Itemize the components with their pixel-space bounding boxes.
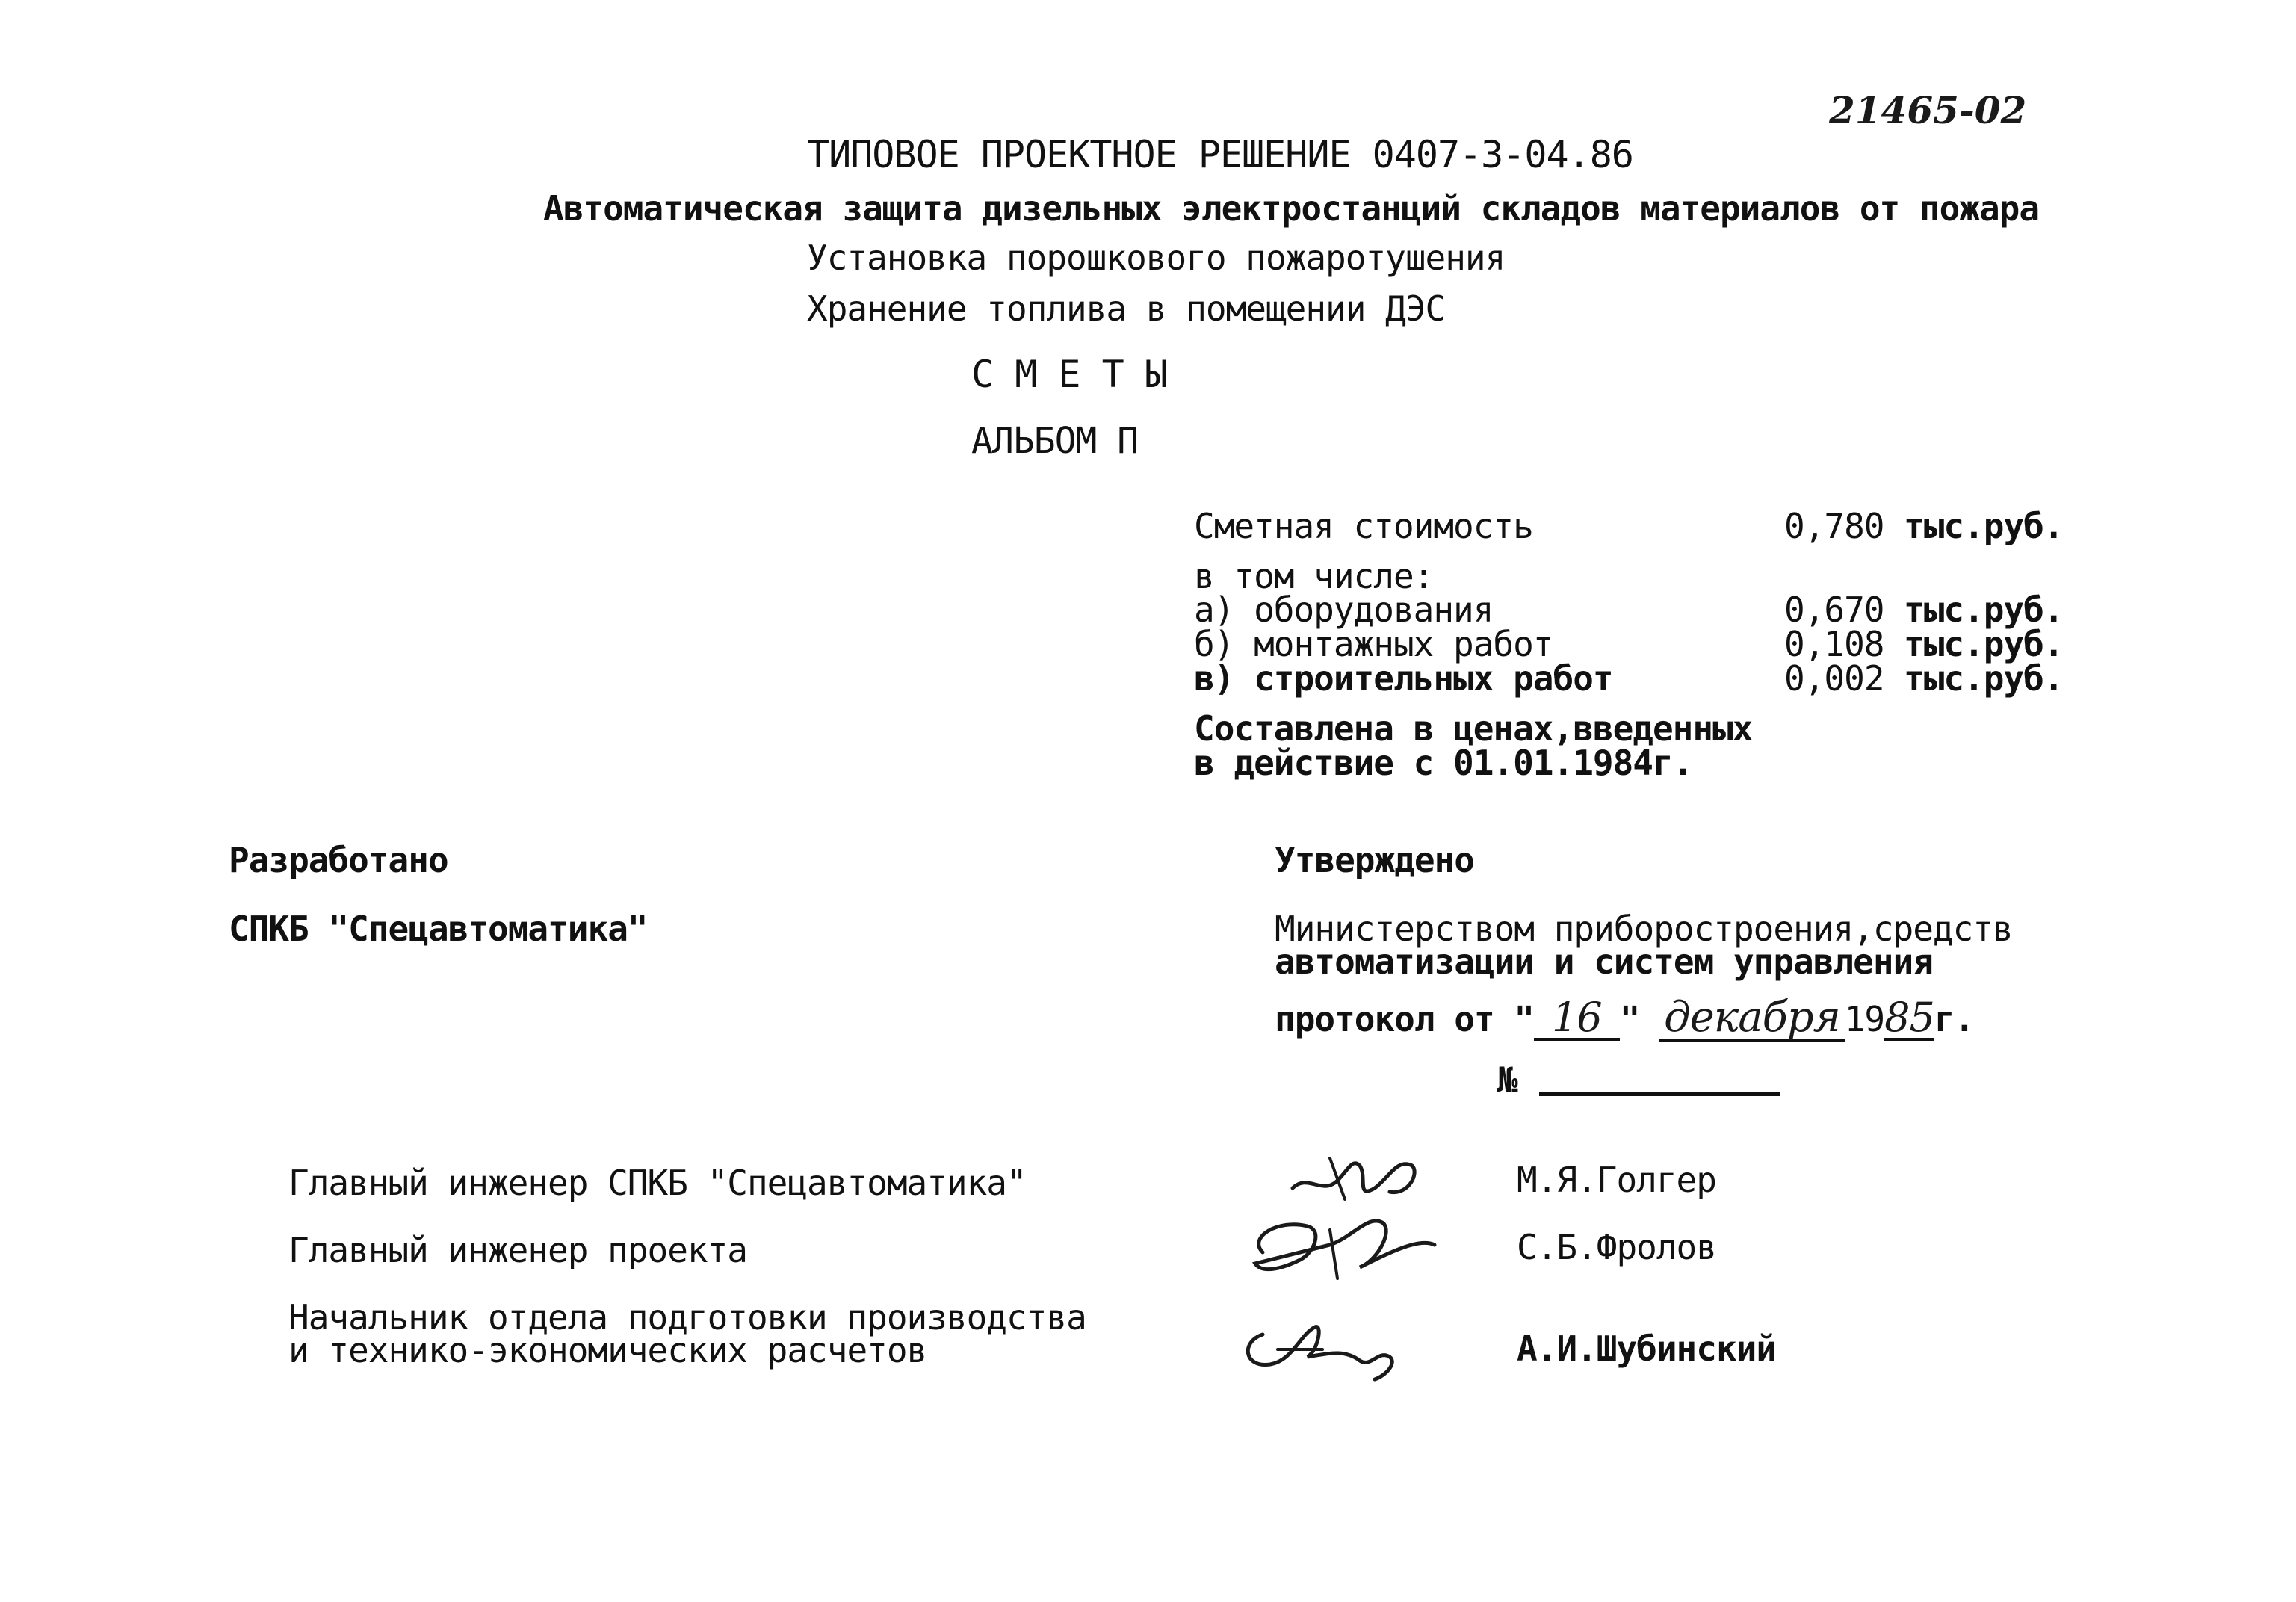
cost-item-unit: тыс.руб. xyxy=(1904,658,2064,699)
signatory-name: А.И.Шубинский xyxy=(1517,1329,1777,1369)
cost-item-label: в) строительных работ xyxy=(1194,658,1613,699)
archive-number: 21465-02 xyxy=(1829,88,2027,132)
cost-item-label: б) монтажных работ xyxy=(1194,624,1553,664)
signatory-position-line-2: и технико-экономических расчетов xyxy=(288,1330,927,1370)
protocol-year-prefix: 19 xyxy=(1844,999,1885,1039)
cost-total-value: 0,780 xyxy=(1784,506,1884,546)
document-title: ТИПОВОЕ ПРОЕКТНОЕ РЕШЕНИЕ 0407-3-04.86 xyxy=(807,133,1633,176)
cost-item-unit: тыс.руб. xyxy=(1904,624,2064,664)
protocol-month: декабря xyxy=(1659,997,1845,1042)
cost-item-value: 0,002 xyxy=(1784,658,1884,699)
developed-org: СПКБ "Спецавтоматика" xyxy=(229,909,648,949)
section-title: С М Е Т Ы xyxy=(971,353,1167,396)
cost-item-row xyxy=(1194,658,2083,699)
protocol-quote-close: " xyxy=(1619,999,1640,1039)
signatory-position: Главный инженер проекта xyxy=(288,1230,747,1270)
prices-note-line-1: Составлена в ценах,введенных xyxy=(1194,708,1753,749)
cost-total-unit: тыс.руб. xyxy=(1904,506,2064,546)
signature-golger xyxy=(1285,1143,1427,1210)
approved-label: Утверждено xyxy=(1275,840,1474,880)
cost-item-value: 0,108 xyxy=(1784,624,1884,664)
signatory-position: Главный инженер СПКБ "Спецавтоматика" xyxy=(288,1163,1027,1203)
approved-number-line xyxy=(1539,1092,1780,1096)
cost-item-label: а) оборудования xyxy=(1194,590,1494,630)
protocol-year-suffix: 85 xyxy=(1884,994,1934,1041)
signatory-name: М.Я.Голгер xyxy=(1517,1160,1716,1200)
document-subtitle-2: Установка порошкового пожаротушения xyxy=(807,238,1506,278)
signatory-name: С.Б.Фролов xyxy=(1517,1227,1716,1267)
prices-note-line-2: в действие с 01.01.1984г. xyxy=(1194,743,1693,783)
cost-item-unit: тыс.руб. xyxy=(1904,590,2064,630)
document-subtitle-3: Хранение топлива в помещении ДЭС xyxy=(807,288,1446,329)
signature-frolov xyxy=(1240,1207,1449,1290)
cost-item-row xyxy=(1194,592,2083,628)
approved-ministry-line-2: автоматизации и систем управления xyxy=(1275,941,1933,982)
approved-protocol xyxy=(1275,993,1975,1042)
cost-total-row xyxy=(1194,508,2083,544)
signatory-position: Начальник отдела подготовки производства xyxy=(288,1297,1086,1337)
cost-including-label: в том числе: xyxy=(1194,556,1434,596)
protocol-prefix: протокол от " xyxy=(1275,999,1535,1039)
album-title: АЛЬБОМ П xyxy=(971,420,1139,462)
document-subtitle-1: Автоматическая защита дизельных электростанций складов материалов от пожара xyxy=(543,188,2040,229)
approved-ministry-line-1: Министерством приборостроения,средств xyxy=(1275,909,2013,949)
signature-shubinsky xyxy=(1233,1305,1412,1387)
cost-total-label: Сметная стоимость xyxy=(1194,506,1533,546)
developed-label: Разработано xyxy=(229,840,448,880)
cost-item-value: 0,670 xyxy=(1784,590,1884,630)
protocol-day: 16 xyxy=(1534,998,1620,1041)
approved-number-sign: № xyxy=(1497,1060,1517,1100)
cost-item-row xyxy=(1194,626,2083,662)
protocol-g: г. xyxy=(1934,999,1975,1039)
